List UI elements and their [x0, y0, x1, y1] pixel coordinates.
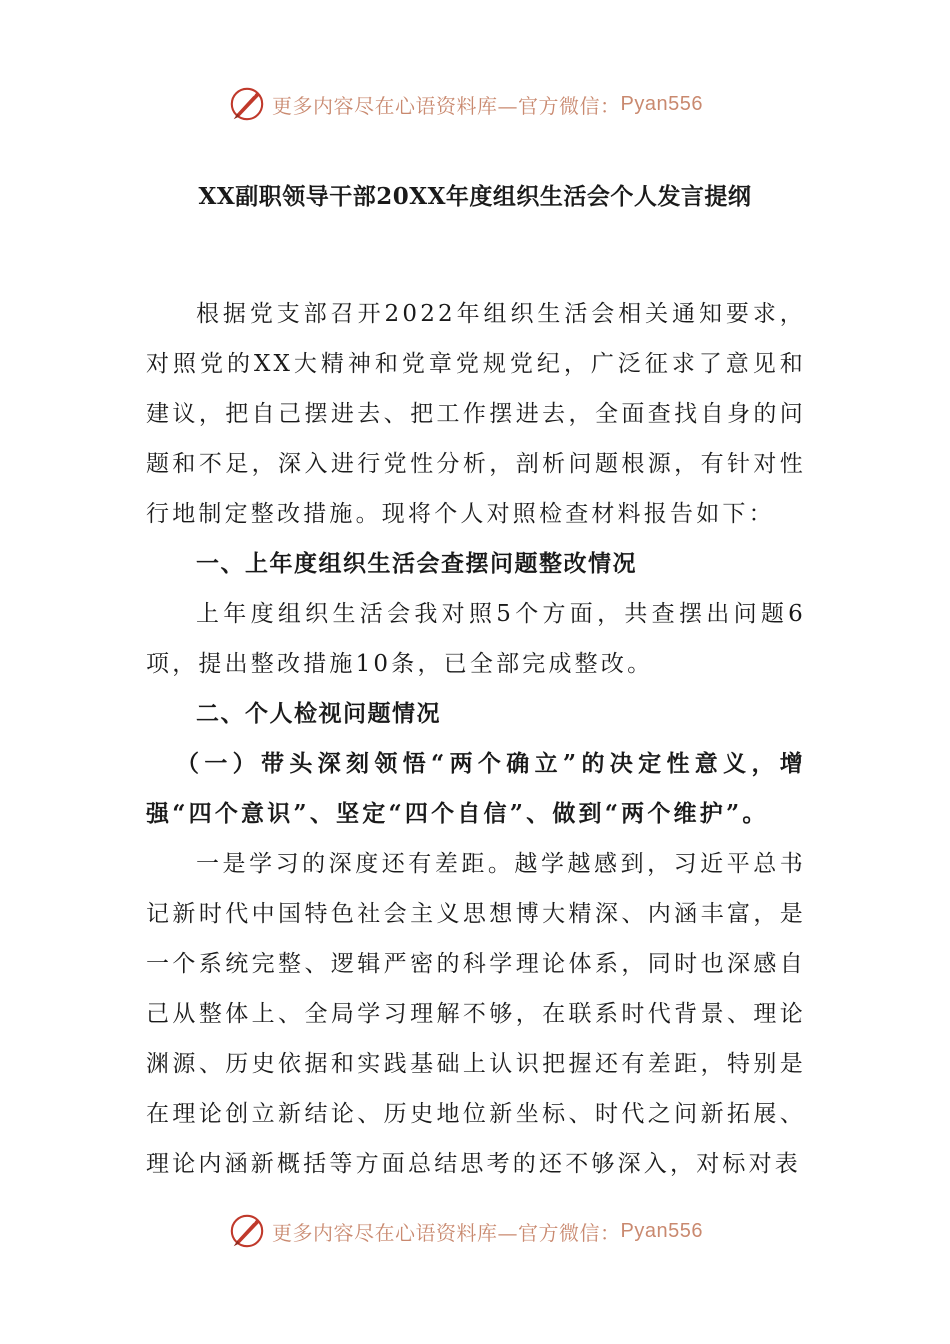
document-body	[146, 289, 806, 1189]
watermark-text: 更多内容尽在心语资料库—官方微信：	[272, 93, 621, 118]
document-title: XX副职领导干部20XX年度组织生活会个人发言提纲	[198, 183, 752, 210]
subsection-heading-1: （一）带头深刻领悟“两个确立”的决定性意义，增强“四个意识”、坚定“四个自信”、做到“两个维护”。	[146, 750, 806, 827]
quill-pen-logo-icon	[228, 85, 266, 123]
section-1-paragraph: 上年度组织生活会我对照5个方面，共查摆出问题6项，提出整改措施10条，已全部完成整改。	[146, 601, 806, 677]
subsection-1-paragraph: 一是学习的深度还有差距。越学越感到，习近平总书记新时代中国特色社会主义思想博大精深、内涵丰富，是一个系统完整、逻辑严密的科学理论体系，同时也深感自己从整体上、全局学习理解不够，在联系时代背景、理论渊源、历史依据和实践基础上认识把握还有差距，特别是在理论创立新结论、历史地位新坐标、时代之问新拓展、理论内涵新概括等方面总结思考的还不够深入，对标对表	[146, 851, 806, 1177]
section-heading-2: 二、个人检视问题情况	[196, 700, 441, 727]
watermark-text: 更多内容尽在心语资料库—官方微信：	[272, 1220, 621, 1245]
footer-watermark	[228, 1211, 748, 1251]
header-watermark	[228, 84, 748, 124]
watermark-wechat-id: Pyan556	[620, 92, 703, 115]
quill-pen-logo-icon	[228, 1212, 266, 1250]
watermark-wechat-id: Pyan556	[620, 1219, 703, 1242]
intro-paragraph: 根据党支部召开2022年组织生活会相关通知要求，对照党的XX大精神和党章党规党纪，广泛征求了意见和建议，把自己摆进去、把工作摆进去，全面查找自身的问题和不足，深入进行党性分析，剖析问题根源，有针对性行地制定整改措施。现将个人对照检查材料报告如下：	[146, 301, 806, 527]
section-heading-1: 一、上年度组织生活会查摆问题整改情况	[196, 550, 637, 577]
